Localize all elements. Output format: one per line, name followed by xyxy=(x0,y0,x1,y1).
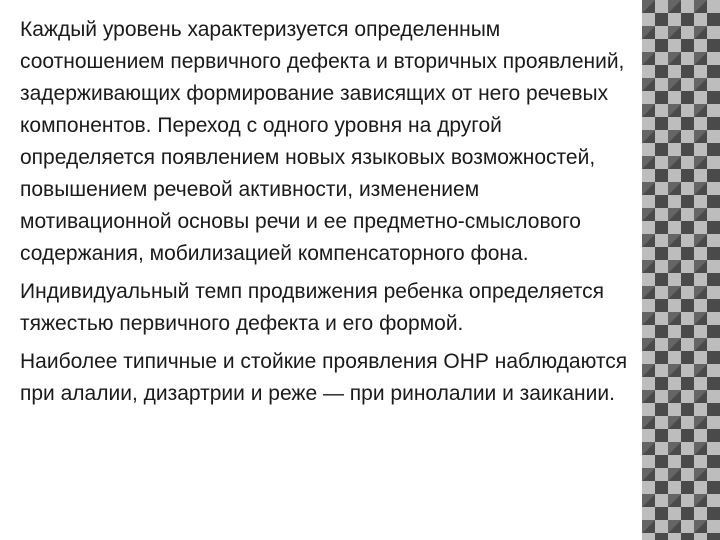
paragraph-tempo: Индивидуальный темп продвижения ребенка определяется тяжестью первичного дефекта и его формой. xyxy=(20,280,604,335)
decorative-diamond-band xyxy=(642,0,720,540)
decorative-band-overlay xyxy=(642,0,720,540)
paragraph-levels: Каждый уровень характеризуется определенным соотношением первичного дефекта и вторичных проявлений, задерживающих формирование зависящих от него речевых компонентов. Переход с одного уровня на другой определяется появлением новых языковых возможностей, повышением речевой активности, изменением мотивационной основы речи и ее предметно-смыслового содержания, мобилизацией компенсаторного фона. xyxy=(20,18,625,265)
paragraph-onr: Наиболее типичные и стойкие проявления ОНР наблюдаются при алалии, дизартрии и реже — при ринолалии и заикании. xyxy=(20,350,628,405)
slide-text-body xyxy=(20,14,630,416)
